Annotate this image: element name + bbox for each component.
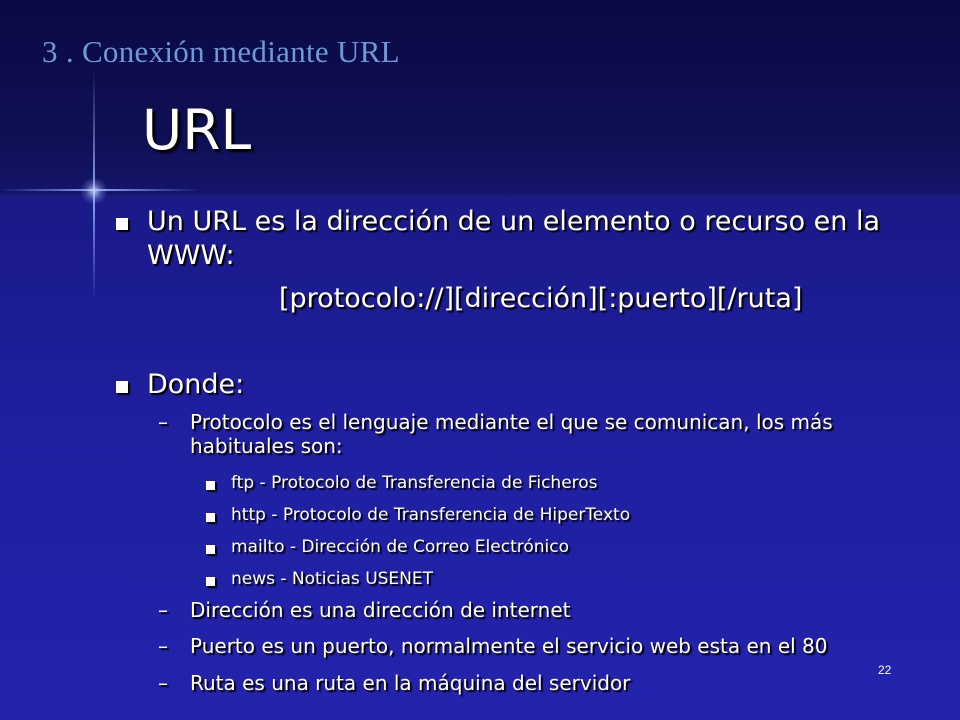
protocol-item-http: http - Protocolo de Transferencia de HiperTexto (231, 505, 631, 525)
bullet-donde: Donde: (147, 369, 245, 400)
subitem-protocolo-line1: Protocolo es el lenguaje mediante el que se comunican, los más (190, 410, 833, 434)
url-syntax: [protocolo://][dirección][:puerto][/ruta] (279, 283, 803, 314)
bullet-url-definition-line2: WWW: (147, 240, 235, 271)
bullet-url-definition-line1: Un URL es la dirección de un elemento o recurso en la (147, 206, 881, 237)
subitem-direccion: Dirección es una dirección de internet (190, 598, 571, 622)
slide-title: URL (142, 98, 252, 162)
bullet-icon (206, 545, 215, 554)
subitem-ruta: Ruta es una ruta en la máquina del servidor (190, 671, 631, 695)
bullet-icon (116, 381, 128, 393)
protocol-item-mailto: mailto - Dirección de Correo Electrónico (231, 537, 570, 557)
subitem-puerto: Puerto es un puerto, normalmente el servicio web esta en el 80 (190, 634, 828, 658)
bullet-icon (206, 577, 215, 586)
protocol-item-news: news - Noticias USENET (231, 569, 434, 589)
page-number: 22 (878, 663, 892, 677)
bullet-icon (206, 481, 215, 490)
subitem-protocolo-line2: habituales son: (190, 434, 343, 458)
dash-icon: – (158, 671, 168, 695)
star-icon (80, 177, 108, 205)
dash-icon: – (158, 598, 168, 622)
dash-icon: – (158, 410, 168, 434)
bullet-icon (206, 513, 215, 522)
protocol-item-ftp: ftp - Protocolo de Transferencia de Ficheros (231, 473, 598, 493)
dash-icon: – (158, 634, 168, 658)
bullet-icon (116, 218, 128, 230)
section-title: 3 . Conexión mediante URL (42, 34, 400, 69)
